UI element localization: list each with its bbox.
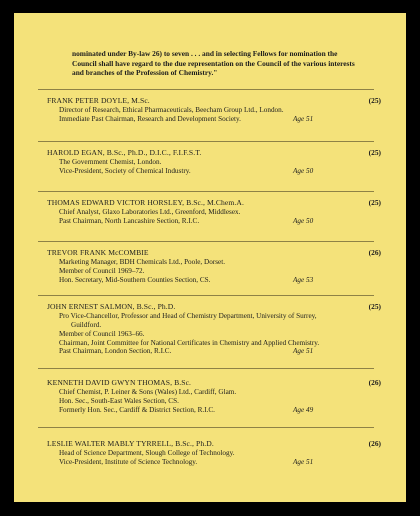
candidate-entry xyxy=(47,439,381,467)
candidate-number: (25) xyxy=(368,302,381,311)
candidate-detail: Vice-President, Institute of Science Technology. xyxy=(59,457,198,466)
divider xyxy=(38,427,374,428)
candidate-age: Age 49 xyxy=(293,405,314,414)
candidate-age: Age 51 xyxy=(293,457,314,466)
candidate-name: FRANK PETER DOYLE, M.Sc. xyxy=(47,96,150,105)
document-page xyxy=(14,13,406,502)
candidate-entry xyxy=(47,148,381,176)
candidate-detail: Director of Research, Ethical Pharmaceuticals, Beecham Group Ltd., London. xyxy=(59,105,284,114)
candidate-name: KENNETH DAVID GWYN THOMAS, B.Sc. xyxy=(47,378,192,387)
candidate-age: Age 53 xyxy=(293,275,314,284)
candidate-detail: Guildford. xyxy=(71,320,102,329)
candidate-detail: Formerly Hon. Sec., Cardiff & District Section, R.I.C. xyxy=(59,405,215,414)
candidate-detail: Past Chairman, London Section, R.I.C. xyxy=(59,347,172,356)
divider xyxy=(38,89,374,90)
candidate-entry xyxy=(47,378,381,415)
candidate-number: (25) xyxy=(368,96,381,105)
candidate-detail: Member of Council 1969–72. xyxy=(59,266,145,275)
candidate-number: (26) xyxy=(368,439,381,448)
candidate-number: (26) xyxy=(368,378,381,387)
intro-paragraph xyxy=(72,49,390,78)
divider xyxy=(38,191,374,192)
divider xyxy=(38,241,374,242)
candidate-entry xyxy=(47,96,381,124)
candidate-number: (25) xyxy=(368,148,381,157)
candidate-detail: Vice-President, Society of Chemical Industry. xyxy=(59,166,191,175)
divider xyxy=(38,141,374,142)
candidate-entry xyxy=(47,302,381,356)
candidate-detail: Chairman, Joint Committee for National Certificates in Chemistry and Applied Chemistry. xyxy=(59,338,320,347)
intro-line: nominated under By-law 26) to seven . . . and in selecting Fellows for nomination the xyxy=(72,49,338,58)
divider xyxy=(38,368,374,369)
candidate-detail: Chief Chemist, P. Leiner & Sons (Wales) Ltd., Cardiff, Glam. xyxy=(59,387,237,396)
candidate-number: (25) xyxy=(368,198,381,207)
candidate-name: THOMAS EDWARD VICTOR HORSLEY, B.Sc., M.Chem.A. xyxy=(47,198,244,207)
candidate-name: JOHN ERNEST SALMON, B.Sc., Ph.D. xyxy=(47,302,176,311)
candidate-detail: Chief Analyst, Glaxo Laboratories Ltd., Greenford, Middlesex. xyxy=(59,207,241,216)
candidate-entry xyxy=(47,248,381,285)
intro-line: Council shall have regard to the due representation on the Council of the various interests xyxy=(72,58,355,68)
candidate-name: TREVOR FRANK McCOMBIE xyxy=(47,248,149,257)
candidate-detail: The Government Chemist, London. xyxy=(59,157,162,166)
candidate-detail: Hon. Sec., South-East Wales Section, CS. xyxy=(59,396,179,405)
divider xyxy=(38,295,374,296)
candidate-name: LESLIE WALTER MABLY TYRRELL, B.Sc., Ph.D. xyxy=(47,439,214,448)
candidate-detail: Immediate Past Chairman, Research and Development Society. xyxy=(59,114,241,123)
candidate-detail: Head of Science Department, Slough College of Technology. xyxy=(59,448,235,457)
candidate-age: Age 50 xyxy=(293,166,314,175)
candidate-age: Age 51 xyxy=(293,114,314,123)
candidate-detail: Pro Vice-Chancellor, Professor and Head of Chemistry Department, University of Surrey, xyxy=(59,311,317,320)
candidate-age: Age 51 xyxy=(293,347,314,356)
candidate-detail: Hon. Secretary, Mid-Southern Counties Section, CS. xyxy=(59,275,211,284)
candidate-detail: Past Chairman, North Lancashire Section, R.I.C. xyxy=(59,216,200,225)
candidate-detail: Marketing Manager, BDH Chemicals Ltd., Poole, Dorset. xyxy=(59,257,225,266)
candidate-entry xyxy=(47,198,381,226)
candidate-age: Age 50 xyxy=(293,216,314,225)
candidate-number: (26) xyxy=(368,248,381,257)
candidate-name: HAROLD EGAN, B.Sc., Ph.D., D.I.C., F.I.F.S.T. xyxy=(47,148,202,157)
intro-line: and branches of the Profession of Chemistry." xyxy=(72,68,218,78)
candidate-detail: Member of Council 1963–66. xyxy=(59,329,145,338)
